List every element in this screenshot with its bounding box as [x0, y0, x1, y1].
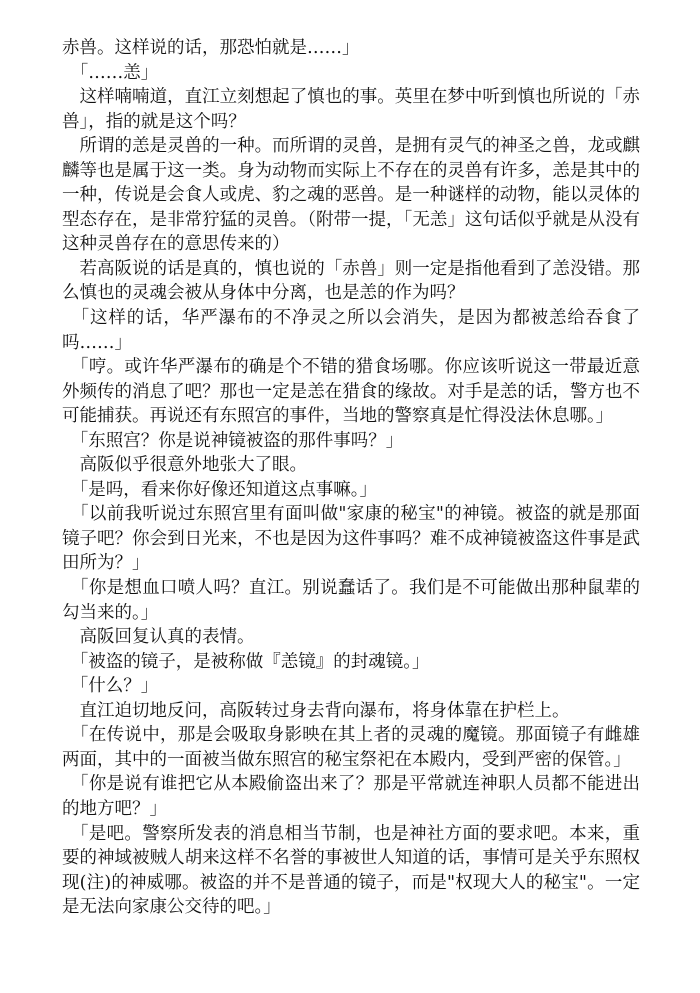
paragraph: 「……恙」: [62, 62, 159, 83]
paragraph: 直江迫切地反问，高阪转过身去背向瀑布，将身体靠在护栏上。: [62, 700, 570, 721]
paragraph: 「你是说有谁把它从本殿偷盗出来了？那是平常就连神职人员都不能进出的地方吧？」: [62, 774, 640, 819]
paragraph: 所谓的恙是灵兽的一种。而所谓的灵兽，是拥有灵气的神圣之兽，龙或麒麟等也是属于这一类。身为动物而实际上不存在的灵兽有许多，恙是其中的一种，传说是会食人或虎、豹之魂的恶兽。是一种谜样的动物，能以灵体的型态存在，是非常狞猛的灵兽。（附带一提，「无恙」这句话似乎就是从没有这种灵兽存在的意思传来的）: [62, 136, 640, 255]
paragraph: 高阪回复认真的表情。: [62, 627, 255, 648]
paragraph: 这样喃喃道，直江立刻想起了慎也的事。英里在梦中听到慎也所说的「赤兽」，指的就是这个吗？: [62, 87, 640, 132]
paragraph: 「什么？」: [62, 676, 159, 697]
paragraph: 「被盗的镜子，是被称做『恙镜』的封魂镜。」: [62, 651, 430, 672]
paragraph: 「东照宫？你是说神镜被盗的那件事吗？」: [62, 430, 404, 451]
paragraph: 高阪似乎很意外地张大了眼。: [62, 455, 307, 476]
paragraph: 「是吗，看来你好像还知道这点事嘛。」: [62, 479, 377, 500]
paragraph: 赤兽。这样说的话，那恐怕就是……」: [62, 38, 360, 58]
paragraph: 「哼。或许华严瀑布的确是个不错的猎食场哪。你应该听说这一带最近意外频传的消息了吧？那也一定是恙在猎食的缘故。对手是恙的话，警方也不可能捕获。再说还有东照宫的事件，当地的警察真是忙得没法休息哪。」: [62, 357, 640, 427]
paragraph: 「是吧。警察所发表的消息相当节制，也是神社方面的要求吧。本来，重要的神域被贼人胡来这样不名誉的事被世人知道的话，事情可是关乎东照权现(注)的神威哪。被盗的并不是普通的镜子，而是"权现大人的秘宝"。一定是无法向家康公交待的吧。」: [62, 823, 640, 918]
paragraph: 若高阪说的话是真的，慎也说的「赤兽」则一定是指他看到了恙没错。那么慎也的灵魂会被从身体中分离，也是恙的作为吗？: [62, 258, 640, 304]
paragraph: 「这样的话，华严瀑布的不净灵之所以会消失，是因为都被恙给吞食了吗……」: [62, 308, 640, 353]
paragraph: 「在传说中，那是会吸取身影映在其上者的灵魂的魔镜。那面镜子有雌雄两面，其中的一面被当做东照宫的秘宝祭祀在本殿内，受到严密的保管。」: [62, 725, 640, 770]
paragraph: 「以前我听说过东照宫里有面叫做"家康的秘宝"的神镜。被盗的就是那面镜子吧？你会到日光来，不也是因为这件事吗？难不成神镜被盗这件事是武田所为？」: [62, 504, 640, 574]
paragraph: 「你是想血口喷人吗？直江。别说蠢话了。我们是不可能做出那种鼠辈的勾当来的。」: [62, 578, 640, 623]
